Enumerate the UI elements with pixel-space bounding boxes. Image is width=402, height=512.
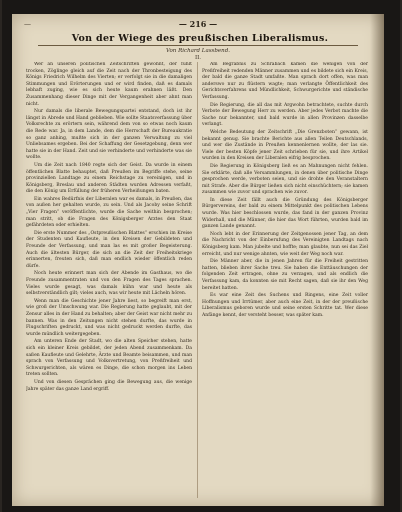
paragraph: Wer an unseren politischen Zeitschriften gewöhnt, der fühlt trocken, Zöglinge gleich auf die Zeit nach der Thronbesteigung des Königs Friedrich Wilhelm des Vierten; er verfolgt sie in die damaligen Stimmungen und Erörterungen und er wird finden, daß es damals lebhaft zuging, wie es sich heute kaum erahnen läßt. Den Zusammenhang dieser Dinge mit der Vergangenheit aber ahnt man nicht. xyxy=(26,62,192,107)
paragraph: Noch lebt in der Erinnerung der Zeitgenossen jener Tag, an dem die Nachricht von der Einberufung des Vereinigten Landtags nach Königsberg kam. Man jubelte und hoffte; man glaubte, nun sei das Ziel erreicht, und nur wenige ahnten, wie weit der Weg noch war. xyxy=(202,231,368,257)
paragraph: Wenn man die Geschichte jener Jahre liest, so begreift man erst, wie groß der Umschwung war. Die Regierung hatte geglaubt, mit der Zensur alles in der Hand zu behalten; aber der Geist war nicht mehr zu bannen. Was in den Zeitungen nicht stehen durfte, das wurde in Flugschriften gedruckt, und was nicht gedruckt werden durfte, das wurde mündlich weitergegeben. xyxy=(26,298,192,337)
page-sheet xyxy=(12,14,384,506)
paragraph: Nur damals die liberale Bewegungspartei entstand, doch ist ihr längst in Abrede und Hand geblieben. Wie sollte Staatsverfassung über Volksrechte zu erörtern sein, während dem von so etwas noch kaum die Rede war. Ja, in dem Lande, dem die Herrschaft der Bureaukratie so ganz anhing, mußte sich in der ganzen Verwaltung zu viel Unliebsames ergeben. Bei der Schaffung der Gesetzgebung, denn wer hatte sie in der Hand. Zeit und sie verhinderte und verhinderte was sie wollte. xyxy=(26,109,192,161)
paragraph: Am Begräbnis zu Schrabach kamen die wenigen von der Preßfreiheit redenden Männer zusammen und es bildete sich ein Kreis, der bald die ganze Stadt umfaßte. Man sprach dort offen, was man anderswo nur zu flüstern wagte; man verlangte Öffentlichkeit des Gerichtsverfahrens und Mündlichkeit, Schwurgerichte und ständische Verfassung. xyxy=(202,62,368,100)
paragraph: Die Regierung in Königsberg ließ es an Mahnungen nicht fehlen. Sie erklärte, daß alle Versammlungen, in denen über politische Dinge gesprochen werde, verboten seien, und sie drohte den Veranstaltern mit Strafe. Aber die Bürger ließen sich nicht einschüchtern; sie kamen zusammen wie zuvor und sprachen wie zuvor. xyxy=(202,163,368,196)
paragraph: Die Männer aber, die in jenen Jahren für die Freiheit gestritten hatten, blieben ihrer Sache treu. Sie haben die Enttäuschungen der folgenden Zeit ertragen, ohne zu verzagen, und als endlich die Verfassung kam, da konnten sie mit Recht sagen, daß sie ihr den Weg bereitet hatten. xyxy=(202,259,368,291)
paragraph: Welche Bedeutung der Zeitschrift „Die Grenzboten“ gewann, ist bekannt genug. Sie brachte Berichte aus allen Teilen Deutschlands, und wer die Zustände in Preußen kennenlernen wollte, der las sie. Viele der besten Köpfe jener Zeit schrieben für sie, und ihre Artikel wurden in den Kreisen der Liberalen eifrig besprochen. xyxy=(202,129,368,162)
column-divider xyxy=(197,62,198,498)
paragraph: Am unteren Ende der Stadt, wo die alten Speicher stehen, hatte sich ein kleiner Kreis gebildet, der jeden Abend zusammenkam. Da saßen Kaufleute und Gelehrte, Ärzte und Beamte beisammen, und man sprach von Verfassung und Volksvertretung, von Preßfreiheit und Schwurgerichten, als wären es Dinge, die schon morgen ins Leben treten sollten. xyxy=(26,339,192,378)
paragraph: Es war eine Zeit des Suchens und Ringens, eine Zeit voller Hoffnungen und Irrtümer, aber auch eine Zeit, in der der preußische Liberalismus geboren wurde und seine ersten Schritte tat. Wer diese Anfänge kennt, der versteht besser, was später kam. xyxy=(202,293,368,318)
paragraph: Noch heute erinnert man sich der Abende im Gasthaus, wo die Freunde zusammentraten und von den Fragen des Tages sprachen. Vieles wurde gesagt, was damals kühn war und heute als selbstverständlich gilt; vieles auch, was wir heute mit Lächeln hören. xyxy=(26,271,192,297)
left-column xyxy=(26,62,192,500)
right-column xyxy=(202,62,368,500)
section-number: II. xyxy=(194,55,202,61)
paragraph: In diese Zeit fällt auch die Gründung des Königsberger Bürgervereins, der bald zu einem Mittelpunkt des politischen Lebens wurde. Was hier beschlossen wurde, das fand in der ganzen Provinz Widerhall, und die Männer, die hier das Wort führten, wurden bald im ganzen Lande genannt. xyxy=(202,197,368,230)
article-author: Von Richard Lassbend. xyxy=(166,48,230,54)
paragraph: Ein wahres Bedürfnis der Liberalen war es damals, in Preußen, das von außen her gehalten wurde, zu sein. Und als Jacoby seine Schrift „Vier Fragen“ veröffentlichte, wurde die Sache weithin besprochen; man stritt, ob die Fragen des Königsberger Arztes den Staat gefährdeten oder erhielten. xyxy=(26,196,192,229)
page-number: — 216 — xyxy=(178,19,218,29)
page-gutter-shadow xyxy=(370,14,384,506)
paragraph: Um die Zeit nach 1840 regte sich der Geist. Da wurde in einem öffentlichen Blatte behauptet, daß Preußen im Begriffe stehe, seine provinziellen Landtage zu einem Reichstage zu vereinigen, und in Königsberg, Breslau und anderen Städten wurden Adressen verfaßt, die den König um Erfüllung der früheren Verheißungen baten. xyxy=(26,162,192,195)
paragraph: Und von diesen Gesprächen ging die Bewegung aus, die wenige Jahre später das ganze Land ergriff. xyxy=(26,379,192,392)
paragraph: Die erste Nummer des „Ostpreußischen Blattes“ erschien im Kreise der Studenten und Kaufleute, in den Kreisen der Gebildeten und Freunde der Verfassung, und man las es mit großer Begeisterung. Auch die ältesten Bürger, die sich an die Zeit der Freiheitskriege erinnerten, freuten sich, daß man endlich wieder öffentlich reden dürfe. xyxy=(26,230,192,269)
running-header: — xyxy=(24,20,32,28)
scan-background xyxy=(2,0,400,512)
title-rule xyxy=(38,45,358,46)
paragraph: Die Regierung, die all das mit Argwohn betrachtete, suchte durch Verbote der Bewegung Herr zu werden. Aber jedes Verbot machte die Sache nur bekannter, und bald wurde in allen Provinzen dasselbe verlangt. xyxy=(202,102,368,128)
article-title: Von der Wiege des preußischen Liberalismus. xyxy=(71,33,329,44)
